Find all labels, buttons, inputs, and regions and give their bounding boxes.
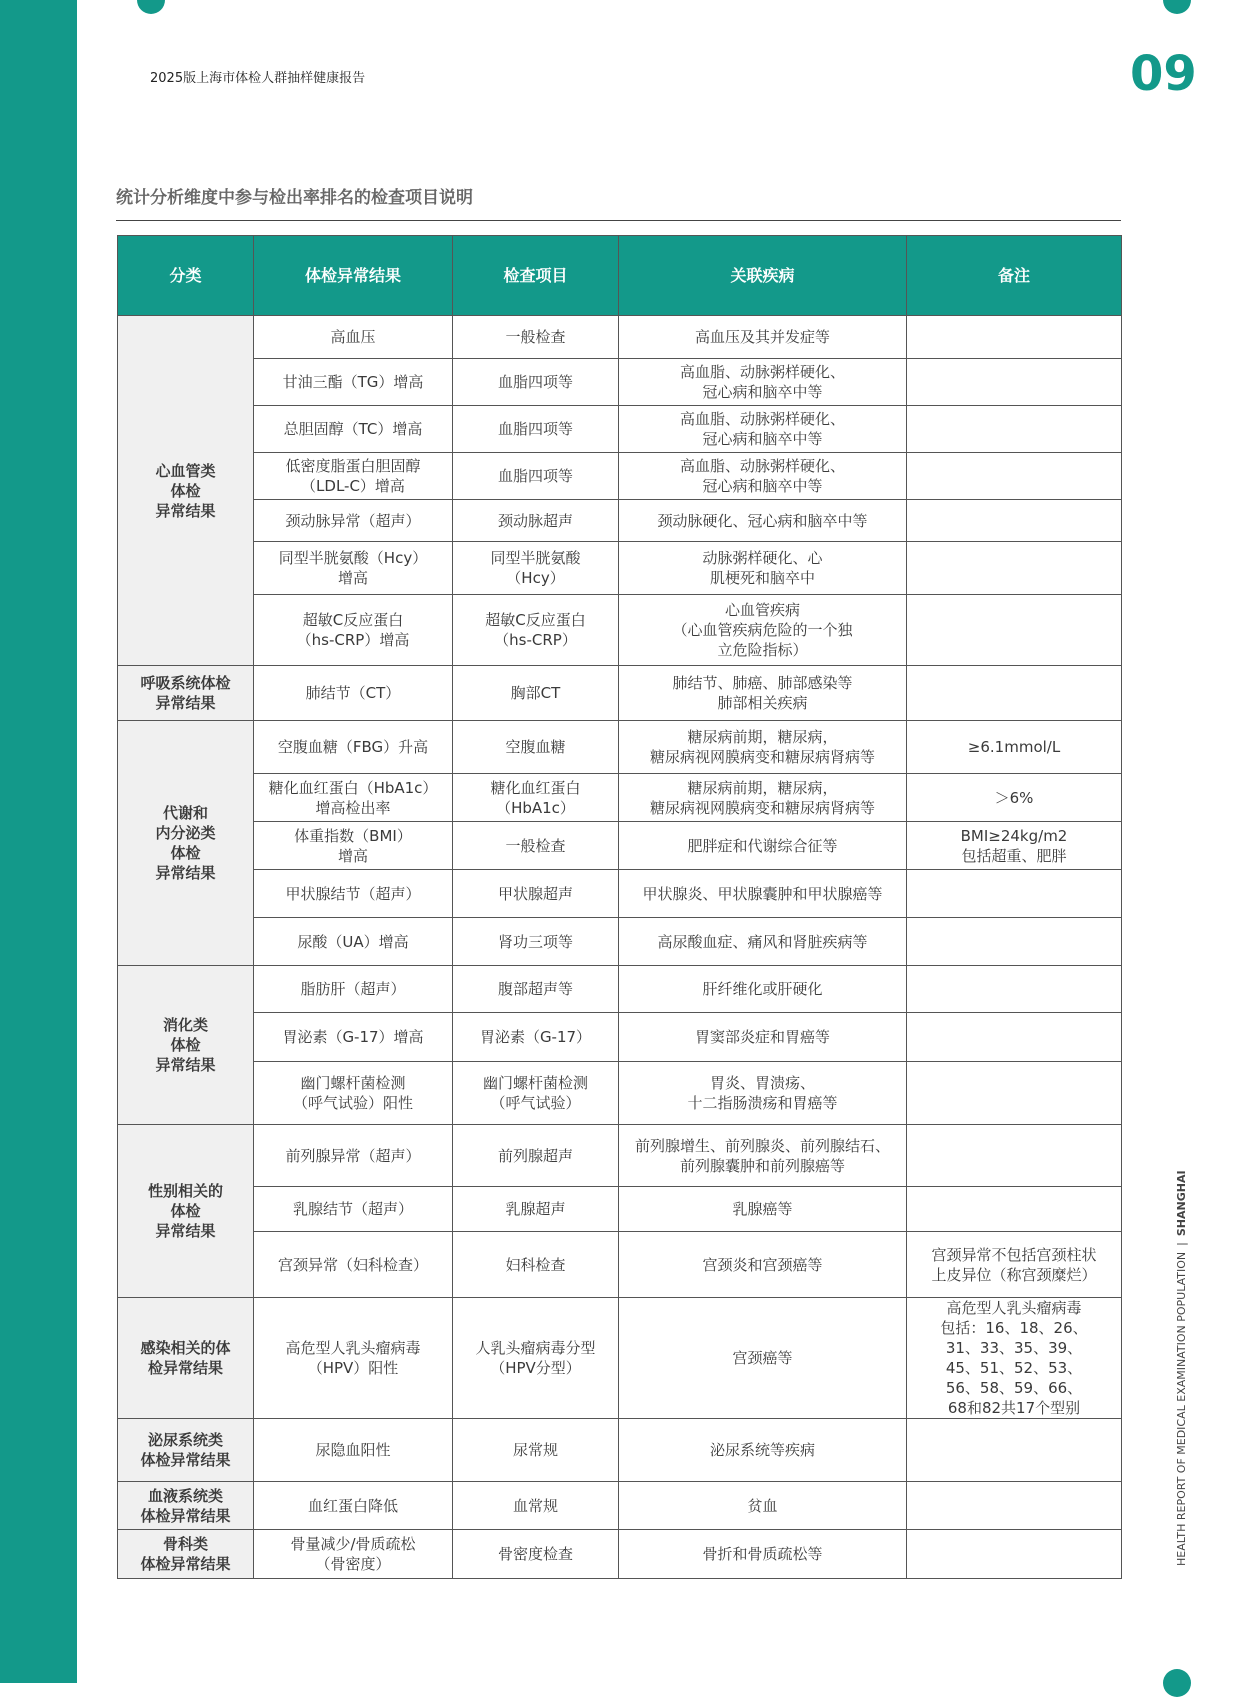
note-cell: BMI≥24kg/m2 包括超重、肥胖 xyxy=(907,822,1122,870)
column-header: 分类 xyxy=(118,236,254,316)
abnormal-result-cell: 前列腺异常（超声） xyxy=(254,1125,453,1187)
abnormal-result-cell: 甘油三酯（TG）增高 xyxy=(254,359,453,406)
related-disease-cell: 泌尿系统等疾病 xyxy=(619,1419,907,1482)
related-disease-cell: 宫颈癌等 xyxy=(619,1298,907,1419)
column-header: 体检异常结果 xyxy=(254,236,453,316)
related-disease-cell: 动脉粥样硬化、心 肌梗死和脑卒中 xyxy=(619,542,907,595)
exam-item-cell: 超敏C反应蛋白 （hs-CRP） xyxy=(453,595,619,666)
section-divider xyxy=(116,220,1121,221)
related-disease-cell: 骨折和骨质疏松等 xyxy=(619,1530,907,1579)
exam-item-cell: 人乳头瘤病毒分型 （HPV分型） xyxy=(453,1298,619,1419)
abnormal-result-cell: 乳腺结节（超声） xyxy=(254,1187,453,1232)
note-cell xyxy=(907,870,1122,918)
table-row xyxy=(118,595,1122,666)
related-disease-cell: 糖尿病前期，糖尿病， 糖尿病视网膜病变和糖尿病肾病等 xyxy=(619,721,907,774)
table-row xyxy=(118,1530,1122,1579)
column-header: 检查项目 xyxy=(453,236,619,316)
table-row xyxy=(118,870,1122,918)
related-disease-cell: 甲状腺炎、甲状腺囊肿和甲状腺癌等 xyxy=(619,870,907,918)
side-caption-text: HEALTH REPORT OF MEDICAL EXAMINATION POPULATION xyxy=(1175,1251,1188,1566)
note-cell: ≥6.1mmol/L xyxy=(907,721,1122,774)
category-cell: 泌尿系统类 体检异常结果 xyxy=(118,1419,254,1482)
decorative-dot xyxy=(1163,1669,1191,1697)
abnormal-result-cell: 甲状腺结节（超声） xyxy=(254,870,453,918)
page-number: 09 xyxy=(1130,46,1197,102)
table-row xyxy=(118,1013,1122,1062)
exam-item-cell: 腹部超声等 xyxy=(453,966,619,1013)
category-cell: 代谢和 内分泌类 体检 异常结果 xyxy=(118,721,254,966)
related-disease-cell: 乳腺癌等 xyxy=(619,1187,907,1232)
note-cell xyxy=(907,453,1122,500)
note-cell: 高危型人乳头瘤病毒 包括：16、18、26、 31、33、35、39、 45、51、52、53、 56、58、59、66、 68和82共17个型别 xyxy=(907,1298,1122,1419)
related-disease-cell: 肝纤维化或肝硬化 xyxy=(619,966,907,1013)
abnormal-result-cell: 体重指数（BMI） 增高 xyxy=(254,822,453,870)
related-disease-cell: 肺结节、肺癌、肺部感染等 肺部相关疾病 xyxy=(619,666,907,721)
abnormal-result-cell: 同型半胱氨酸（Hcy） 增高 xyxy=(254,542,453,595)
related-disease-cell: 胃窦部炎症和胃癌等 xyxy=(619,1013,907,1062)
related-disease-cell: 高血脂、动脉粥样硬化、 冠心病和脑卒中等 xyxy=(619,359,907,406)
note-cell xyxy=(907,918,1122,966)
table-row xyxy=(118,1419,1122,1482)
table-row xyxy=(118,774,1122,822)
related-disease-cell: 宫颈炎和宫颈癌等 xyxy=(619,1232,907,1298)
side-caption xyxy=(1175,1170,1188,1566)
abnormal-result-cell: 高血压 xyxy=(254,316,453,359)
column-header: 备注 xyxy=(907,236,1122,316)
exam-item-cell: 糖化血红蛋白 （HbA1c） xyxy=(453,774,619,822)
exam-item-cell: 空腹血糖 xyxy=(453,721,619,774)
exam-item-cell: 乳腺超声 xyxy=(453,1187,619,1232)
section-title: 统计分析维度中参与检出率排名的检查项目说明 xyxy=(116,188,473,208)
exam-item-cell: 血脂四项等 xyxy=(453,453,619,500)
abnormal-result-cell: 颈动脉异常（超声） xyxy=(254,500,453,542)
table-row xyxy=(118,966,1122,1013)
category-cell: 呼吸系统体检 异常结果 xyxy=(118,666,254,721)
abnormal-result-cell: 尿隐血阳性 xyxy=(254,1419,453,1482)
note-cell xyxy=(907,359,1122,406)
table-header-row xyxy=(118,236,1122,316)
table-row xyxy=(118,666,1122,721)
exam-item-cell: 幽门螺杆菌检测 （呼气试验） xyxy=(453,1062,619,1125)
table-row xyxy=(118,721,1122,774)
exam-item-cell: 血脂四项等 xyxy=(453,406,619,453)
table-row xyxy=(118,822,1122,870)
exam-item-cell: 血脂四项等 xyxy=(453,359,619,406)
note-cell xyxy=(907,500,1122,542)
exam-item-cell: 一般检查 xyxy=(453,316,619,359)
category-cell: 心血管类 体检 异常结果 xyxy=(118,316,254,666)
related-disease-cell: 糖尿病前期，糖尿病， 糖尿病视网膜病变和糖尿病肾病等 xyxy=(619,774,907,822)
table-row xyxy=(118,316,1122,359)
table-row xyxy=(118,1232,1122,1298)
related-disease-cell: 高尿酸血症、痛风和肾脏疾病等 xyxy=(619,918,907,966)
table-row xyxy=(118,1125,1122,1187)
note-cell xyxy=(907,1062,1122,1125)
category-cell: 骨科类 体检异常结果 xyxy=(118,1530,254,1579)
abnormal-result-cell: 幽门螺杆菌检测 （呼气试验）阳性 xyxy=(254,1062,453,1125)
related-disease-cell: 贫血 xyxy=(619,1482,907,1530)
category-cell: 消化类 体检 异常结果 xyxy=(118,966,254,1125)
abnormal-result-cell: 骨量减少/骨质疏松 （骨密度） xyxy=(254,1530,453,1579)
note-cell xyxy=(907,1419,1122,1482)
category-cell: 性别相关的 体检 异常结果 xyxy=(118,1125,254,1298)
exam-item-cell: 骨密度检查 xyxy=(453,1530,619,1579)
table-row xyxy=(118,359,1122,406)
note-cell xyxy=(907,1530,1122,1579)
exam-item-cell: 尿常规 xyxy=(453,1419,619,1482)
exam-items-table xyxy=(117,235,1122,1579)
table-row xyxy=(118,500,1122,542)
side-caption-city: SHANGHAI xyxy=(1175,1170,1188,1237)
table-body xyxy=(118,316,1122,1579)
related-disease-cell: 颈动脉硬化、冠心病和脑卒中等 xyxy=(619,500,907,542)
abnormal-result-cell: 宫颈异常（妇科检查） xyxy=(254,1232,453,1298)
left-accent-band xyxy=(0,0,77,1683)
table-row xyxy=(118,406,1122,453)
abnormal-result-cell: 低密度脂蛋白胆固醇 （LDL-C）增高 xyxy=(254,453,453,500)
exam-item-cell: 胃泌素（G-17） xyxy=(453,1013,619,1062)
decorative-dot xyxy=(1163,0,1191,14)
related-disease-cell: 高血脂、动脉粥样硬化、 冠心病和脑卒中等 xyxy=(619,453,907,500)
table-row xyxy=(118,1482,1122,1530)
related-disease-cell: 高血脂、动脉粥样硬化、 冠心病和脑卒中等 xyxy=(619,406,907,453)
abnormal-result-cell: 超敏C反应蛋白 （hs-CRP）增高 xyxy=(254,595,453,666)
related-disease-cell: 胃炎、胃溃疡、 十二指肠溃疡和胃癌等 xyxy=(619,1062,907,1125)
related-disease-cell: 心血管疾病 （心血管疾病危险的一个独 立危险指标） xyxy=(619,595,907,666)
abnormal-result-cell: 高危型人乳头瘤病毒 （HPV）阳性 xyxy=(254,1298,453,1419)
side-caption-separator: | xyxy=(1175,1242,1188,1246)
table-row xyxy=(118,542,1122,595)
abnormal-result-cell: 空腹血糖（FBG）升高 xyxy=(254,721,453,774)
table-row xyxy=(118,1062,1122,1125)
note-cell xyxy=(907,1125,1122,1187)
table-row xyxy=(118,453,1122,500)
exam-item-cell: 前列腺超声 xyxy=(453,1125,619,1187)
note-cell xyxy=(907,316,1122,359)
exam-item-cell: 肾功三项等 xyxy=(453,918,619,966)
exam-item-cell: 妇科检查 xyxy=(453,1232,619,1298)
abnormal-result-cell: 总胆固醇（TC）增高 xyxy=(254,406,453,453)
abnormal-result-cell: 脂肪肝（超声） xyxy=(254,966,453,1013)
abnormal-result-cell: 血红蛋白降低 xyxy=(254,1482,453,1530)
abnormal-result-cell: 肺结节（CT） xyxy=(254,666,453,721)
note-cell xyxy=(907,406,1122,453)
note-cell: ＞6% xyxy=(907,774,1122,822)
exam-item-cell: 血常规 xyxy=(453,1482,619,1530)
table-row xyxy=(118,918,1122,966)
table-row xyxy=(118,1187,1122,1232)
related-disease-cell: 前列腺增生、前列腺炎、前列腺结石、 前列腺囊肿和前列腺癌等 xyxy=(619,1125,907,1187)
exam-item-cell: 甲状腺超声 xyxy=(453,870,619,918)
abnormal-result-cell: 尿酸（UA）增高 xyxy=(254,918,453,966)
note-cell xyxy=(907,966,1122,1013)
exam-item-cell: 颈动脉超声 xyxy=(453,500,619,542)
note-cell xyxy=(907,1187,1122,1232)
note-cell xyxy=(907,595,1122,666)
note-cell xyxy=(907,1013,1122,1062)
abnormal-result-cell: 糖化血红蛋白（HbA1c） 增高检出率 xyxy=(254,774,453,822)
related-disease-cell: 肥胖症和代谢综合征等 xyxy=(619,822,907,870)
related-disease-cell: 高血压及其并发症等 xyxy=(619,316,907,359)
category-cell: 感染相关的体 检异常结果 xyxy=(118,1298,254,1419)
exam-item-cell: 同型半胱氨酸 （Hcy） xyxy=(453,542,619,595)
exam-item-cell: 一般检查 xyxy=(453,822,619,870)
category-cell: 血液系统类 体检异常结果 xyxy=(118,1482,254,1530)
note-cell xyxy=(907,542,1122,595)
table-row xyxy=(118,1298,1122,1419)
note-cell xyxy=(907,1482,1122,1530)
abnormal-result-cell: 胃泌素（G-17）增高 xyxy=(254,1013,453,1062)
note-cell xyxy=(907,666,1122,721)
note-cell: 宫颈异常不包括宫颈柱状 上皮异位（称宫颈糜烂） xyxy=(907,1232,1122,1298)
exam-item-cell: 胸部CT xyxy=(453,666,619,721)
report-title: 2025版上海市体检人群抽样健康报告 xyxy=(150,71,366,86)
decorative-dot xyxy=(137,0,165,14)
column-header: 关联疾病 xyxy=(619,236,907,316)
